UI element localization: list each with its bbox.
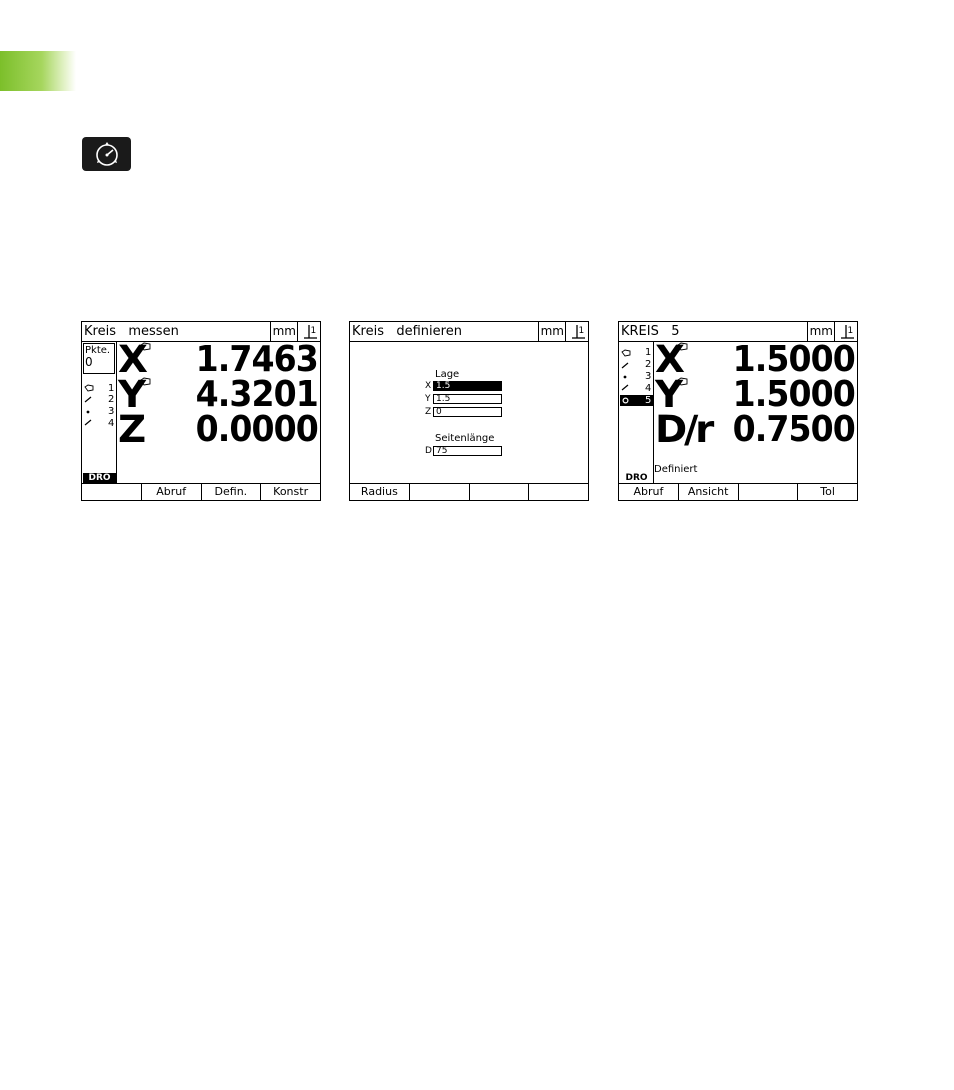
feature-number[interactable]: 4: [645, 383, 652, 394]
status-defined: Definiert: [654, 464, 698, 475]
screen-circle-result: [618, 321, 858, 501]
svg-text:1: 1: [847, 326, 854, 336]
line-feature-icon: [621, 384, 629, 391]
axis-value-z: 0.0000: [195, 409, 318, 450]
softkey-recall[interactable]: Abruf: [633, 485, 664, 498]
field-label-z: Z: [425, 407, 432, 417]
svg-text:1: 1: [578, 326, 585, 336]
softkey-2[interactable]: [409, 484, 469, 500]
point-feature-icon: [86, 410, 90, 414]
axis-label-x: X: [118, 338, 148, 381]
axis-value-y: 1.5000: [732, 374, 855, 415]
circle-feature-icon: [622, 397, 629, 404]
field-label-d: D: [425, 446, 432, 456]
axis-value-diameter: 0.7500: [732, 409, 855, 450]
tag-icon: [677, 342, 688, 351]
svg-text:1: 1: [310, 326, 317, 336]
feature-number[interactable]: 1: [108, 383, 115, 394]
axis-label-y: Y: [655, 373, 684, 416]
softkey-tolerance[interactable]: Tol: [797, 484, 857, 500]
tag-icon: [84, 384, 94, 392]
softkey-4[interactable]: [528, 484, 588, 500]
screen-circle-define: [349, 321, 589, 501]
tag-icon: [621, 349, 631, 357]
point-feature-icon: [623, 375, 627, 379]
side-length-heading: Seitenlänge: [435, 433, 495, 444]
screen-title: Kreis definieren: [352, 324, 462, 339]
points-label: Pkte.: [85, 345, 111, 356]
softkey-define[interactable]: Defin.: [201, 484, 261, 500]
diameter-input[interactable]: 75: [433, 446, 502, 456]
dro-badge: DRO: [620, 473, 653, 483]
feature-number[interactable]: 3: [108, 406, 115, 417]
title-bar: [350, 322, 588, 342]
tag-icon: [677, 377, 688, 386]
field-label-y: Y: [425, 394, 431, 404]
feature-number[interactable]: 3: [645, 371, 652, 382]
axis-label-y: Y: [118, 373, 147, 416]
softkey-radius[interactable]: Radius: [360, 485, 398, 498]
unit-indicator[interactable]: mm: [538, 322, 565, 341]
axis-label-x: X: [655, 338, 685, 381]
reference-icon[interactable]: [565, 322, 588, 341]
chapter-tab: [0, 51, 76, 91]
position-y-input[interactable]: 1.5: [433, 394, 502, 404]
softkey-3[interactable]: [469, 484, 529, 500]
softkey-bar: [82, 483, 320, 500]
axis-label-z: Z: [118, 408, 147, 451]
softkey-1[interactable]: [82, 484, 141, 500]
softkey-recall[interactable]: Abruf: [141, 484, 201, 500]
unit-indicator[interactable]: mm: [270, 322, 297, 341]
axis-value-x: 1.7463: [195, 339, 318, 380]
dro-badge: DRO: [83, 473, 116, 483]
screen-circle-measure: [81, 321, 321, 501]
feature-number[interactable]: 2: [108, 394, 115, 405]
points-value: 0: [85, 355, 93, 369]
axis-value-y: 4.3201: [195, 374, 318, 415]
unit-indicator[interactable]: mm: [807, 322, 834, 341]
tag-icon: [140, 342, 151, 351]
feature-number[interactable]: 2: [645, 359, 652, 370]
line-feature-icon: [84, 419, 92, 426]
field-label-x: X: [425, 381, 432, 391]
axis-value-x: 1.5000: [732, 339, 855, 380]
selected-feature-row[interactable]: [620, 395, 653, 406]
measure-mode-icon: [82, 137, 131, 171]
position-x-input[interactable]: 1.5: [433, 381, 502, 391]
position-z-input[interactable]: 0: [433, 407, 502, 417]
softkey-view[interactable]: Ansicht: [678, 484, 738, 500]
axis-label-diameter-radius: D/r: [655, 408, 712, 451]
softkey-bar: [350, 483, 588, 500]
softkey-construct[interactable]: Konstr: [260, 484, 320, 500]
screen-title: Kreis messen: [84, 324, 179, 339]
line-feature-icon: [621, 362, 629, 369]
tag-icon: [140, 377, 151, 386]
softkey-bar: [619, 483, 857, 500]
feature-number[interactable]: 1: [645, 347, 652, 358]
line-feature-icon: [84, 396, 92, 403]
softkey-3[interactable]: [738, 484, 798, 500]
position-heading: Lage: [435, 369, 460, 380]
feature-number: 5: [645, 395, 652, 406]
screen-title: KREIS 5: [621, 324, 680, 339]
feature-number[interactable]: 4: [108, 418, 115, 429]
